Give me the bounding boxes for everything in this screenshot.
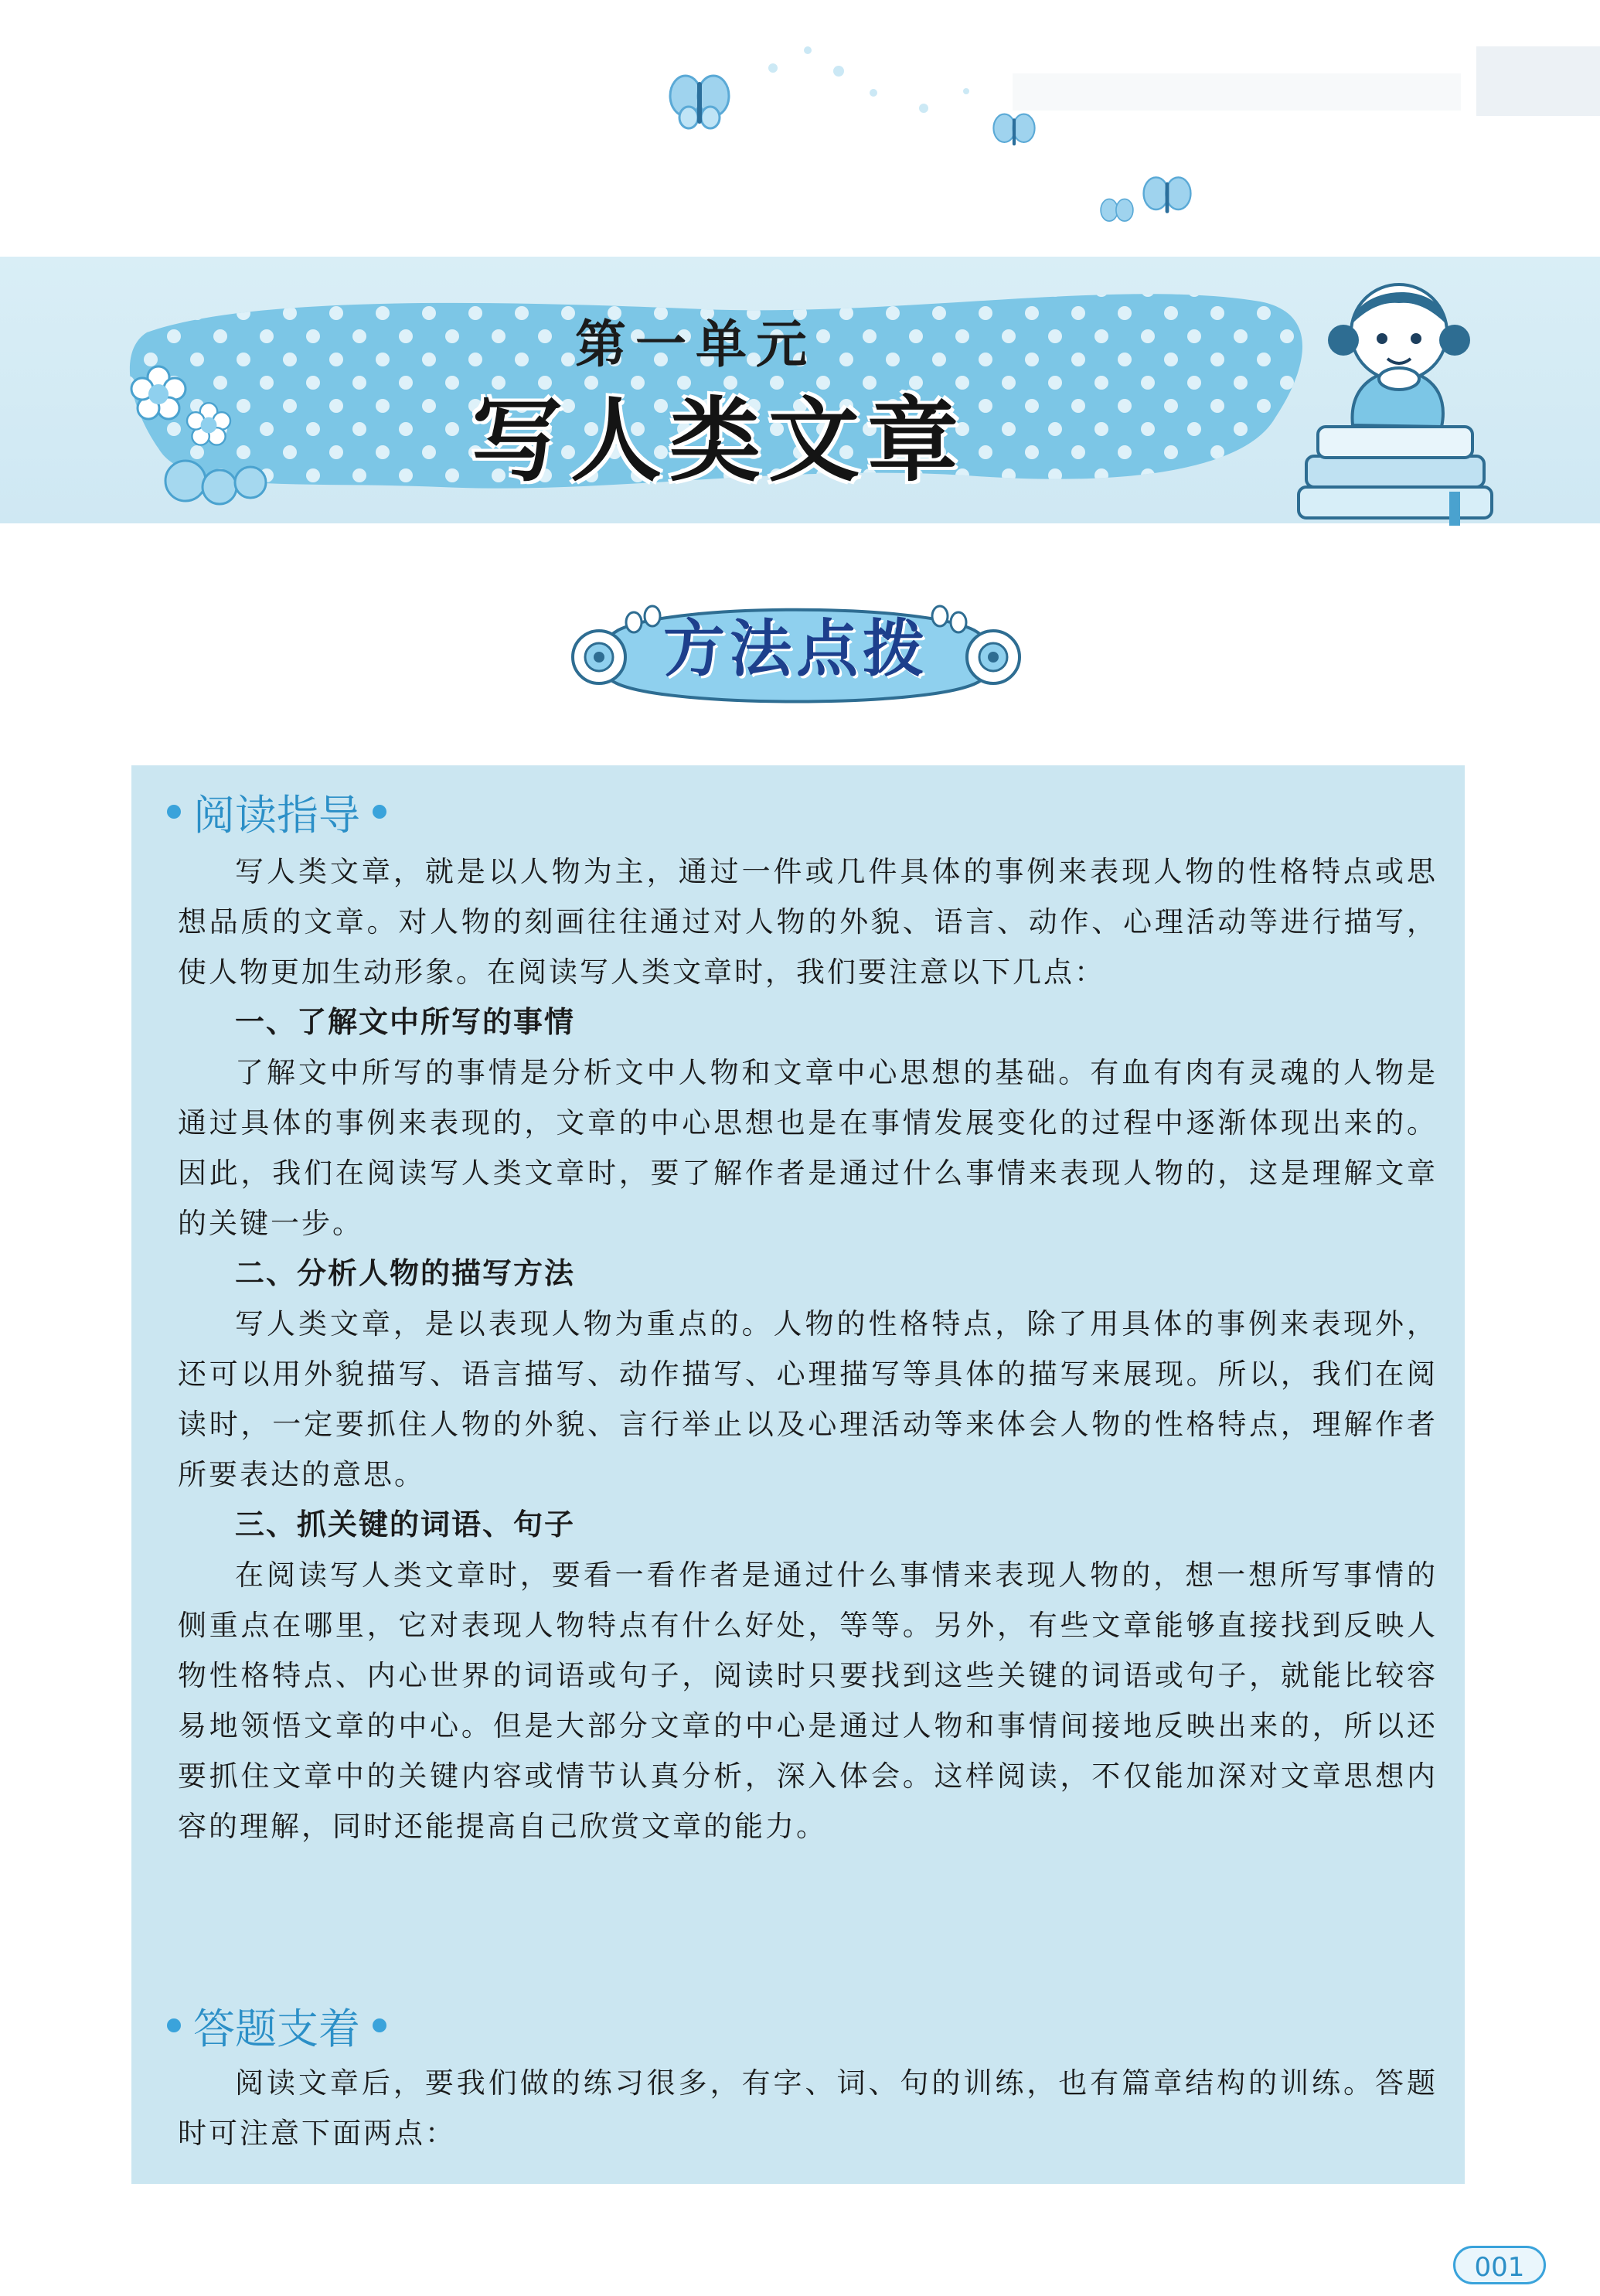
paragraph: 了解文中所写的事情是分析文中人物和文章中心思想的基础。有血有肉有灵魂的人物是通过具体的事例来表现的，文章的中心思想也是在事情发展变化的过程中逐渐体现出来的。因此，我们在阅读写人类文章时，要了解作者是通过什么事情来表现人物的，这是理解文章的关键一步。 (178, 1056, 1438, 1240)
top-decoration (0, 0, 1600, 255)
bullet-dot-icon (373, 805, 386, 819)
paragraph: 阅读文章后，要我们做的练习很多，有字、词、句的训练，也有篇章结构的训练。答题时可注意下面两点： (178, 2066, 1438, 2150)
bullet-dot-icon (373, 2018, 386, 2032)
method-badge-label: 方法点拨 (663, 613, 929, 685)
butterfly-icon (1144, 177, 1191, 213)
section-heading-label: 阅读指导 (193, 790, 360, 840)
section-heading-answer-tips (155, 1995, 399, 2056)
paragraph: 在阅读写人类文章时，要看一看作者是通过什么事情来表现人物的，想一想所写事情的侧重点在哪里，它对表现人物特点有什么好处，等等。另外，有些文章能够直接找到反映人物性格特点、内心世界的词语或句子，阅读时只要找到这些关键的词语或句子，就能比较容易地领悟文章的中心。但是大部分文章的中心是通过人物和事情间接地反映出来的，所以还要抓住文章中的关键内容或情节认真分析，深入体会。这样阅读，不仅能加深对文章思想内容的理解，同时还能提高自己欣赏文章的能力。 (178, 1558, 1438, 1843)
bullet-dot-icon (167, 2018, 181, 2032)
footprint-icon (573, 631, 625, 683)
subheading: 二、分析人物的描写方法 (235, 1256, 576, 1290)
section-heading-reading-guide (155, 781, 399, 843)
section-heading-label: 答题支着 (193, 2004, 360, 2053)
subheading: 三、抓关键的词语、句子 (235, 1507, 576, 1541)
answer-tips-body (178, 2058, 1438, 2158)
paragraph: 写人类文章，就是以人物为主，通过一件或几件具体的事例来表现人物的性格特点或思想品质的文章。对人物的刻画往往通过对人物的外貌、语言、动作、心理活动等进行描写，使人物更加生动形象。在阅读写人类文章时，我们要注意以下几点： (178, 855, 1438, 989)
bullet-dot-icon (167, 805, 181, 819)
butterfly-icon (993, 114, 1034, 146)
paragraph: 写人类文章，是以表现人物为重点的。人物的性格特点，除了用具体的事例来表现外，还可以用外貌描写、语言描写、动作描写、心理描写等具体的描写来展现。所以，我们在阅读时，一定要抓住人物的外貌、言行举止以及心理活动等来体会人物的性格特点，理解作者所要表达的意思。 (178, 1307, 1438, 1491)
page-number: 001 (1453, 2246, 1546, 2284)
reading-guide-body (178, 847, 1438, 1851)
footprint-icon (967, 631, 1020, 683)
unit-label: 第一单元 (575, 315, 816, 374)
butterfly-icon (1101, 199, 1133, 221)
butterfly-icon (670, 76, 729, 128)
subheading: 一、了解文中所写的事情 (235, 1005, 576, 1039)
unit-title: 写人类文章 (471, 387, 966, 494)
